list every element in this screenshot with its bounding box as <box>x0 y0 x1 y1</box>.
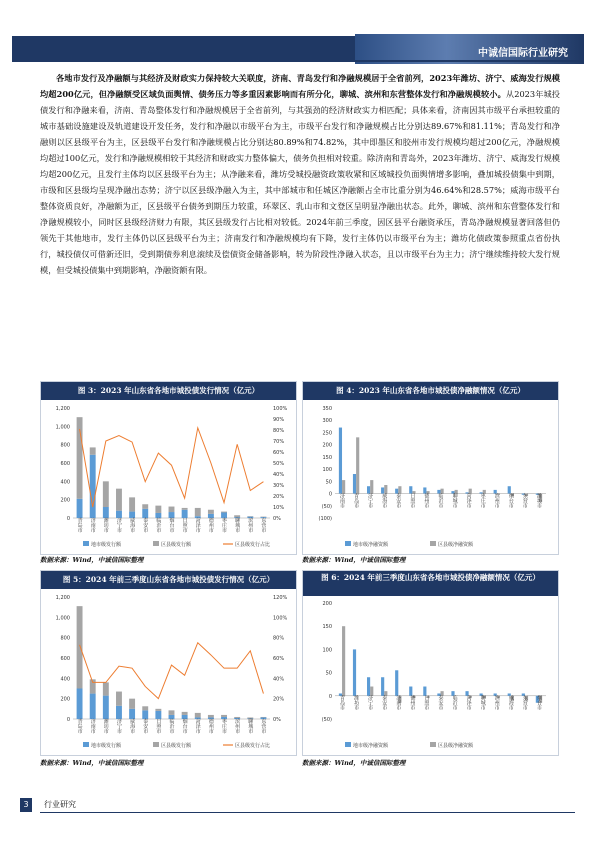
category-label: 烟台市 <box>535 695 542 711</box>
category-label: 德州市 <box>409 695 416 711</box>
category-label: 枣庄市 <box>221 517 228 533</box>
y-tick-label: 0 <box>328 491 332 498</box>
category-label: 济南市 <box>339 493 346 509</box>
category-label: 济南市 <box>395 695 402 711</box>
category-label: 菏泽市 <box>465 695 472 711</box>
category-label: 威海市 <box>381 493 388 509</box>
bar-city <box>77 689 83 720</box>
category-label: 德州市 <box>423 493 430 509</box>
y-tick-label: 150 <box>322 454 332 461</box>
legend-label: 地市级净融资额 <box>353 743 389 749</box>
bar-county <box>208 715 214 718</box>
y-tick-label: 600 <box>60 656 70 662</box>
y2-tick-label: 100% <box>273 615 288 622</box>
y2-tick-label: 60% <box>273 450 285 456</box>
legend-swatch <box>153 742 159 747</box>
body-text-1: 从2023年城投债发行和净融来看，济南、青岛整体发行和净融规模居于全省前列，与其强劲的经济财政实力相匹配；具体来看，济南因其市级平台承担较重的城市基础设施建设及轨道建设开发任务，发行和净融以市级平台为主，市级平台发行和净融规模占比分别达89.67%和81.11%；青岛发行和净融则以区县级平台为主，区县级平台发行和净融规模占比分别达80.89%和74.82%，其中即墨区和胶州市发行规模均超过200亿元，净融规模均超过100亿元，发行和净融规模相较于其经济和财政实力整体偏大，债务负担相对较重。除济南和青岛外，2023年潍坊、济宁、威海发行规模均超200亿元，且发行主体均以区县级平台为主；从净融来看，潍坊受城投融资政策收紧和区域城投负面舆情增多影响，叠加城投债集中到期，市级和区县级均呈现净融出态势；济宁以区县级净融入为主，其中部城市和任城区净融额占全市比重分别为46.64%和28.57%；威海市级平台整体资质良好，净融额为正，区县级平台债务到期压力较重，环翠区、乳山市和文登区呈明显净融出状态。此外，聊城、滨州和东营整体发行和净融规模较小，同时区县级经济财力有限，其区县级发行占比相对较低。2024年前三季度，因区县平台融资承压，青岛净融规模显著回落但仍领先于其他地市，发行主体仍以区县级平台为主；济南发行和净融规模均有下降，发行主体仍以市级平台为主；潍坊化债政策参照重点省份执行，城投债仅可借新还旧，受到期债券利息滚续及偿债资金储备影响，转为阶段性净融入状态，且以市级平台为主力；济宁继续维持较大发行规模，但受城投债集中到期影响，净融资额有限。 <box>40 89 560 275</box>
category-label: 烟台市 <box>507 493 514 509</box>
category-label: 日照市 <box>423 695 430 711</box>
y2-tick-label: 60% <box>273 656 285 662</box>
category-label: 烟台市 <box>168 517 175 533</box>
page-number: 3 <box>20 798 32 812</box>
bar-county <box>208 510 214 514</box>
bar-county <box>356 437 359 493</box>
legend-label: 区县级净融资额 <box>438 542 474 548</box>
category-label: 济南市 <box>89 517 96 533</box>
y2-tick-label: 100% <box>273 406 288 412</box>
y-tick-label: 1,000 <box>55 615 70 622</box>
y-tick-label: 800 <box>60 635 70 642</box>
figure-4-source: 数据来源：Wind，中诚信国际整理 <box>302 556 406 564</box>
category-label: 滨州市 <box>493 695 500 711</box>
figure-6-chart <box>303 595 558 755</box>
legend-swatch <box>430 541 436 546</box>
bar-city <box>90 455 96 518</box>
category-label: 聊城市 <box>234 517 241 533</box>
figure-3-chart <box>41 400 296 554</box>
category-label: 潍坊市 <box>535 493 542 509</box>
figure-4 <box>302 381 559 555</box>
bar-county <box>129 497 135 511</box>
category-label: 泰安市 <box>142 718 149 734</box>
figure-5-source: 数据来源：Wind，中诚信国际整理 <box>40 759 144 767</box>
category-label: 临沂市 <box>451 695 458 711</box>
bar-county <box>169 710 175 715</box>
y-tick-label: 1,000 <box>55 424 70 431</box>
bar-county <box>260 717 266 718</box>
category-label: 聊城市 <box>247 718 254 734</box>
y-tick-label: 400 <box>60 676 70 683</box>
y2-tick-label: 10% <box>273 505 285 511</box>
bar-county <box>221 512 227 513</box>
category-label: 青岛市 <box>76 517 83 533</box>
bar-county <box>142 504 148 509</box>
category-label: 泰安市 <box>395 493 402 509</box>
figure-3 <box>40 381 297 555</box>
y2-tick-label: 70% <box>273 439 285 445</box>
figure-3-source: 数据来源：Wind，中诚信国际整理 <box>40 556 144 564</box>
category-label: 日照市 <box>409 493 416 509</box>
category-label: 济宁市 <box>115 517 122 533</box>
y-tick-label: 100 <box>322 467 332 474</box>
y-tick-label: 0 <box>66 516 70 522</box>
legend-label: 区县级发行额 <box>161 542 192 548</box>
bar-city <box>395 670 398 696</box>
bar-county <box>342 626 345 696</box>
category-label: 泰安市 <box>381 695 388 711</box>
category-label: 菏泽市 <box>194 517 201 533</box>
bar-city <box>77 499 83 518</box>
y2-tick-label: 120% <box>273 595 288 601</box>
y-tick-label: 200 <box>60 497 70 504</box>
y-tick-label: 50 <box>325 479 332 486</box>
y-tick-label: 800 <box>60 442 70 449</box>
legend-swatch <box>345 541 351 546</box>
bar-county <box>103 682 109 695</box>
bar-city <box>90 694 96 719</box>
category-label: 威海市 <box>129 718 136 734</box>
y-tick-label: (50) <box>321 503 332 510</box>
category-label: 泰安市 <box>142 517 149 533</box>
category-label: 德州市 <box>207 718 214 734</box>
category-label: 菏泽市 <box>465 493 472 509</box>
bar-county <box>182 712 188 715</box>
y2-tick-label: 20% <box>273 494 285 500</box>
footer-label: 行业研究 <box>44 800 76 809</box>
y-tick-label: (50) <box>321 717 332 723</box>
category-label: 济宁市 <box>115 718 122 734</box>
y-tick-label: 300 <box>322 418 332 425</box>
category-label: 青岛市 <box>353 493 360 509</box>
bar-county <box>370 480 373 493</box>
bar-county <box>182 508 188 510</box>
figure-6 <box>302 570 559 756</box>
category-label: 东营市 <box>521 493 528 509</box>
body-paragraph <box>40 70 560 278</box>
y2-tick-label: 40% <box>273 676 285 683</box>
category-label: 威海市 <box>129 517 136 533</box>
legend-label: 区县级发行占比 <box>235 542 271 548</box>
y-tick-label: 50 <box>325 670 332 677</box>
legend-label: 地市级净融资额 <box>353 542 389 548</box>
bar-county <box>195 713 201 718</box>
legend-label: 地市级发行额 <box>91 743 122 749</box>
y-tick-label: 250 <box>322 430 332 437</box>
bar-county <box>77 606 83 688</box>
category-label: 济南市 <box>89 718 96 734</box>
legend-swatch <box>153 541 159 546</box>
body-text <box>40 70 560 278</box>
bar-county <box>221 715 227 717</box>
bar-city <box>339 428 342 494</box>
legend-swatch <box>345 742 351 747</box>
category-label: 泰安市 <box>437 695 444 711</box>
category-label: 聊城市 <box>479 695 486 711</box>
y-tick-label: 400 <box>60 479 70 486</box>
y-tick-label: 200 <box>322 442 332 449</box>
footer-divider <box>40 812 575 813</box>
category-label: 菏泽市 <box>194 718 201 734</box>
category-label: 临沂市 <box>437 493 444 509</box>
bar-city <box>367 677 370 696</box>
legend-label: 地市级发行额 <box>91 542 122 548</box>
bar-city <box>381 677 384 696</box>
legend-swatch <box>83 541 89 546</box>
category-label: 聊城市 <box>451 493 458 509</box>
category-label: 青岛市 <box>339 695 346 711</box>
y2-tick-label: 50% <box>273 461 285 467</box>
bar-county <box>155 506 161 513</box>
category-label: 滨州市 <box>493 493 500 509</box>
bar-county <box>195 508 201 516</box>
figure-4-caption: 图 4：2023 年山东省各地市城投债净融额情况（亿元） <box>303 382 558 400</box>
figure-4-chart <box>303 400 558 554</box>
category-label: 潍坊市 <box>102 718 109 734</box>
y-tick-label: 150 <box>322 624 332 631</box>
category-label: 枣庄市 <box>221 718 228 734</box>
figure-5 <box>40 570 297 756</box>
figure-5-chart <box>41 589 296 755</box>
bar-county <box>103 481 109 507</box>
category-label: 潍坊市 <box>102 517 109 533</box>
bar-city <box>103 696 109 719</box>
header-title: 中诚信国际行业研究 <box>478 48 568 59</box>
y2-tick-label: 90% <box>273 417 285 423</box>
bar-city <box>353 474 356 494</box>
y-tick-label: 100 <box>322 647 332 654</box>
y2-tick-label: 20% <box>273 696 285 703</box>
bar-city <box>129 709 135 719</box>
y-tick-label: 600 <box>60 461 70 467</box>
category-label: 枣庄市 <box>479 493 486 509</box>
category-label: 潍坊市 <box>353 695 360 711</box>
legend-swatch <box>83 742 89 747</box>
header-divider <box>12 60 584 62</box>
y2-tick-label: 0% <box>273 717 281 723</box>
bar-county <box>116 692 122 706</box>
figure-6-caption: 图 6：2024 年前三季度山东省各地市城投债净融额情况（亿元） <box>303 571 558 596</box>
bar-county <box>155 709 161 711</box>
lead-bold: 各地市发行及净融额与其经济及财政实力保持较大关联度，济南、青岛发行和净融规模居于全省前列，2023年潍坊、济宁、威海发行规模均超200亿元，但净融额受区域负面舆情、债务压力等多重因素影响而有所分化，聊城、滨州和东营整体发行和净融规模较小。 <box>40 73 560 99</box>
category-label: 滨州市 <box>247 517 254 533</box>
category-label: 济宁市 <box>367 493 374 509</box>
legend-label: 区县级发行额 <box>161 743 192 749</box>
figure-5-caption: 图 5：2024 年前三季度山东省各地市城投债发行情况（亿元） <box>41 571 296 589</box>
y2-tick-label: 30% <box>273 483 285 489</box>
bar-county <box>90 447 96 454</box>
bar-city <box>353 649 356 695</box>
bar-city <box>116 706 122 719</box>
category-label: 东营市 <box>521 695 528 711</box>
y-tick-label: 200 <box>60 696 70 703</box>
bar-county <box>169 507 175 513</box>
y-tick-label: 200 <box>322 601 332 607</box>
legend-swatch <box>430 742 436 747</box>
y-tick-label: 350 <box>322 406 332 412</box>
category-label: 临沂市 <box>168 718 175 734</box>
legend-label: 区县级净融资额 <box>438 743 474 749</box>
y-tick-label: 1,200 <box>55 595 70 601</box>
bar-county <box>129 699 135 709</box>
y-tick-label: 0 <box>66 717 70 723</box>
figure-6-source: 数据来源：Wind，中诚信国际整理 <box>302 759 406 767</box>
y2-tick-label: 0% <box>273 516 281 522</box>
category-label: 东营市 <box>260 517 267 533</box>
figure-3-caption: 图 3：2023 年山东省各地市城投债发行情况（亿元） <box>41 382 296 400</box>
category-label: 日照市 <box>155 718 162 734</box>
bar-county <box>342 480 345 493</box>
category-label: 威海市 <box>507 695 514 711</box>
category-label: 德州市 <box>207 517 214 533</box>
y2-tick-label: 80% <box>273 428 285 434</box>
y-tick-label: 1,200 <box>55 406 70 412</box>
category-label: 济宁市 <box>367 695 374 711</box>
category-label: 临沂市 <box>155 517 162 533</box>
y-tick-label: (100) <box>318 516 332 522</box>
category-label: 滨州市 <box>234 718 241 734</box>
y2-tick-label: 80% <box>273 635 285 642</box>
bar-county <box>142 706 148 710</box>
legend-label: 区县级发行占比 <box>235 743 271 749</box>
category-label: 青岛市 <box>76 718 83 734</box>
category-label: 烟台市 <box>181 718 188 734</box>
y-tick-label: 0 <box>328 693 332 700</box>
y2-tick-label: 40% <box>273 472 285 478</box>
bar-city <box>103 507 109 518</box>
bar-county <box>116 489 122 511</box>
category-label: 日照市 <box>181 517 188 533</box>
category-label: 东营市 <box>260 718 267 734</box>
